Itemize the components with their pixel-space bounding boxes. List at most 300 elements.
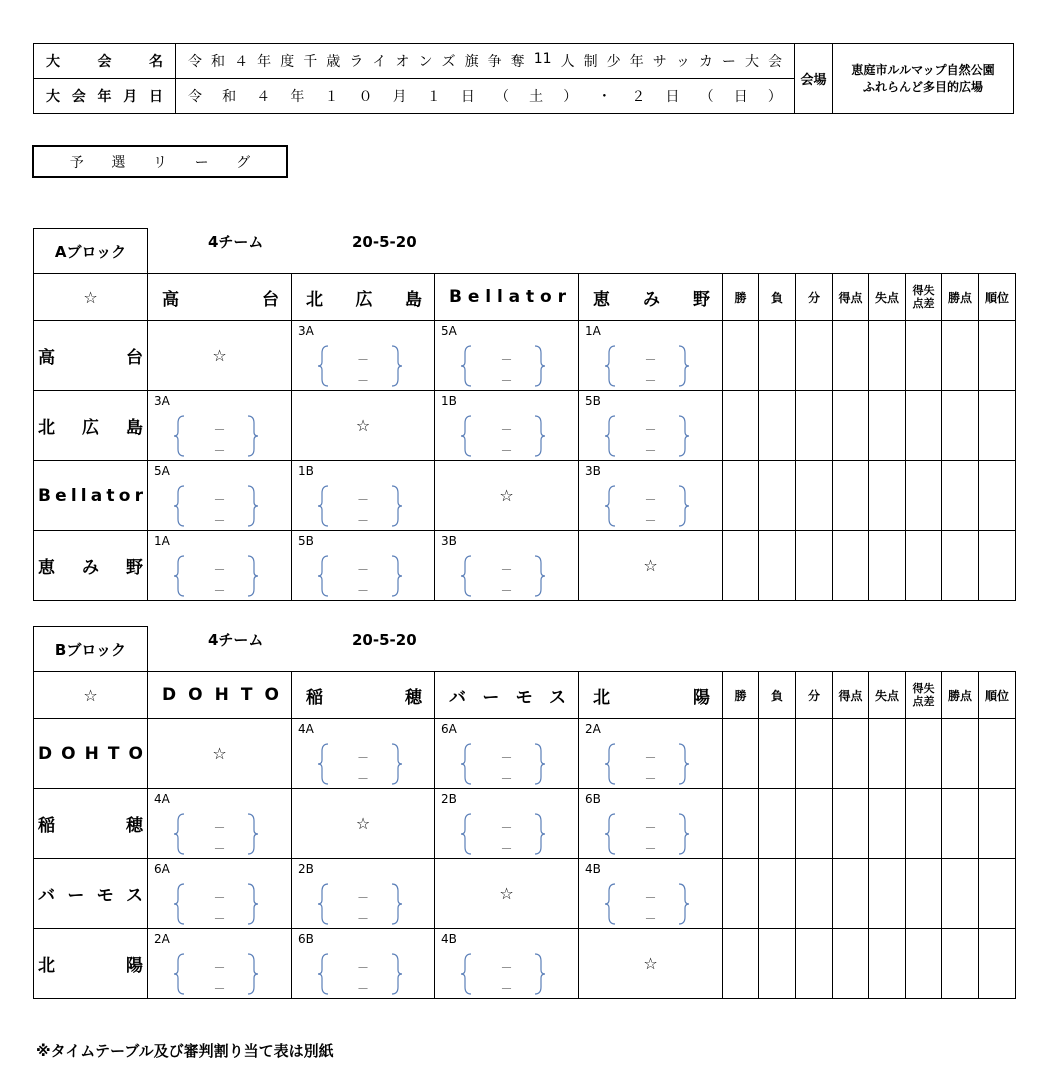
- name-value-char: 争: [487, 54, 502, 70]
- score-dash: －: [213, 444, 226, 458]
- team-name-char: O: [128, 743, 143, 764]
- date-label-char: 年: [97, 89, 112, 105]
- stat-cell: [759, 859, 796, 929]
- stat-cell: [979, 929, 1016, 999]
- row-team-header: [34, 321, 148, 391]
- score-dash: －: [213, 423, 226, 437]
- match-code: 2B: [441, 792, 457, 806]
- score-dash: －: [356, 961, 370, 975]
- match-code: 4B: [441, 932, 457, 946]
- team-name-char: 恵: [38, 558, 55, 578]
- match-code: 5A: [154, 464, 170, 478]
- row-team-header: [34, 859, 148, 929]
- team-name-char: r: [557, 287, 566, 307]
- stat-cell: [906, 789, 942, 859]
- table-row: [34, 859, 1016, 929]
- stat-cell: [979, 391, 1016, 461]
- prelim-char: リ: [152, 154, 167, 171]
- table-row: [34, 531, 1016, 601]
- match-code: 4A: [298, 722, 314, 736]
- name-value-char: ラ: [349, 54, 364, 70]
- stat-cell: [796, 321, 833, 391]
- team-name-char: B: [449, 287, 462, 307]
- corner-star: ☆: [34, 274, 148, 321]
- stat-header-part: 点差: [912, 297, 935, 310]
- match-cell: [148, 929, 292, 999]
- row-team-header: [34, 789, 148, 859]
- team-name-char: 高: [162, 289, 179, 310]
- table-row: [34, 461, 1016, 531]
- match-cell: [435, 321, 579, 391]
- match-code: 6A: [441, 722, 457, 736]
- stat-cell: [906, 461, 942, 531]
- score-dash: －: [213, 912, 226, 926]
- score-dash: －: [644, 353, 657, 367]
- block-info: [208, 231, 417, 252]
- team-name-char: r: [134, 485, 143, 506]
- score-dash: －: [644, 514, 657, 528]
- self-match-star: ☆: [148, 719, 292, 789]
- stat-header: 負: [759, 672, 796, 719]
- stat-cell: [942, 461, 979, 531]
- match-cell: [579, 859, 723, 929]
- column-team-header: [579, 672, 723, 719]
- score-dash: －: [356, 353, 370, 367]
- score-dash: －: [644, 423, 657, 437]
- team-name-char: O: [188, 685, 203, 705]
- stat-cell: [942, 929, 979, 999]
- score-dash: －: [213, 842, 226, 856]
- name-value-char: 和: [211, 54, 226, 70]
- stat-cell: [979, 321, 1016, 391]
- stat-cell: [869, 859, 906, 929]
- match-cell: [292, 859, 435, 929]
- block-match-format: 20-5-20: [352, 631, 417, 649]
- score-dash: －: [356, 891, 370, 905]
- team-name-char: 野: [126, 558, 143, 578]
- name-value-char: 年: [629, 54, 644, 70]
- stat-header: [906, 672, 942, 719]
- name-value-char: 大: [744, 54, 759, 70]
- prelim-char: 選: [111, 154, 126, 171]
- stat-cell: [796, 461, 833, 531]
- match-code: 5A: [441, 324, 457, 338]
- stat-cell: [833, 321, 869, 391]
- league-table: [33, 671, 1016, 999]
- date-value-char: （: [494, 89, 509, 105]
- team-name-char: 北: [593, 687, 610, 708]
- score-dash: －: [500, 353, 513, 367]
- match-cell: [292, 929, 435, 999]
- date-value-char: 日: [460, 89, 475, 105]
- block-name: Bブロック: [33, 626, 148, 672]
- name-value-char: 少: [606, 54, 621, 70]
- score-dash: －: [500, 842, 513, 856]
- stat-cell: [979, 859, 1016, 929]
- match-cell: [579, 461, 723, 531]
- match-code: 3A: [154, 394, 170, 408]
- match-code: 3B: [585, 464, 601, 478]
- date-label-char: 日: [149, 89, 163, 105]
- match-cell: [148, 859, 292, 929]
- team-name-char: み: [643, 289, 660, 310]
- match-cell: [148, 461, 292, 531]
- score-dash: －: [500, 563, 513, 577]
- match-cell: [292, 719, 435, 789]
- team-name-char: 稲: [306, 687, 323, 708]
- block-name: Aブロック: [33, 228, 148, 274]
- match-code: 3A: [298, 324, 314, 338]
- stat-cell: [979, 789, 1016, 859]
- score-dash: －: [356, 751, 370, 765]
- match-cell: [148, 531, 292, 601]
- stat-cell: [906, 531, 942, 601]
- date-value-char: ）: [767, 89, 782, 105]
- team-name-char: l: [80, 485, 87, 506]
- team-name-char: ス: [125, 886, 143, 906]
- match-cell: [435, 531, 579, 601]
- stat-header-part: 得失: [912, 682, 935, 695]
- team-name-char: 陽: [693, 687, 710, 708]
- name-value-char: ４: [234, 54, 249, 70]
- team-name-char: 北: [38, 418, 55, 438]
- stat-cell: [942, 391, 979, 461]
- row-team-header: [34, 531, 148, 601]
- stat-cell: [942, 321, 979, 391]
- stat-cell: [833, 719, 869, 789]
- match-cell: [579, 719, 723, 789]
- score-dash: －: [356, 982, 370, 996]
- match-cell: [292, 321, 435, 391]
- match-cell: [292, 461, 435, 531]
- score-dash: －: [644, 842, 657, 856]
- match-code: 5B: [585, 394, 601, 408]
- block-team-count: 4チーム: [208, 233, 264, 251]
- score-dash: －: [213, 891, 226, 905]
- stat-cell: [796, 929, 833, 999]
- name-value-char: カ: [698, 54, 713, 70]
- match-code: 6B: [298, 932, 314, 946]
- stat-header: 分: [796, 672, 833, 719]
- stat-cell: [869, 929, 906, 999]
- team-name-char: 広: [82, 418, 99, 438]
- score-dash: －: [356, 514, 370, 528]
- score-dash: －: [644, 444, 657, 458]
- self-match-star: ☆: [579, 929, 723, 999]
- stat-cell: [723, 859, 759, 929]
- score-dash: －: [213, 982, 226, 996]
- footnote: ※タイムテーブル及び審判割り当て表は別紙: [36, 1042, 334, 1060]
- stat-cell: [723, 719, 759, 789]
- name-value-char: 歳: [326, 54, 341, 70]
- stat-cell: [833, 929, 869, 999]
- stat-cell: [759, 321, 796, 391]
- column-team-header: [579, 274, 723, 321]
- block-match-format: 20-5-20: [352, 233, 417, 251]
- name-value-char: 千: [303, 54, 318, 70]
- team-name-char: 北: [38, 956, 55, 976]
- stat-header: [906, 274, 942, 321]
- team-name-char: 野: [693, 289, 710, 310]
- team-name-char: 穂: [126, 816, 143, 836]
- stat-cell: [979, 531, 1016, 601]
- team-name-char: ー: [67, 886, 85, 906]
- team-name-char: H: [84, 743, 99, 764]
- tournament-name-value: [176, 44, 795, 79]
- stat-header: 順位: [979, 672, 1016, 719]
- team-name-char: 穂: [405, 687, 422, 708]
- match-cell: [292, 531, 435, 601]
- team-name-char: e: [467, 287, 480, 307]
- match-cell: [579, 391, 723, 461]
- stat-header: 順位: [979, 274, 1016, 321]
- column-team-header: [435, 274, 579, 321]
- date-value-char: 年: [290, 89, 305, 105]
- score-dash: －: [500, 772, 513, 786]
- match-cell: [148, 789, 292, 859]
- score-dash: －: [500, 584, 513, 598]
- name-value-char: 制: [583, 54, 598, 70]
- score-dash: －: [356, 584, 370, 598]
- stat-cell: [942, 789, 979, 859]
- name-value-char: ー: [721, 54, 736, 70]
- stat-header: 失点: [869, 274, 906, 321]
- date-value-char: 月: [392, 89, 407, 105]
- score-dash: －: [356, 374, 370, 388]
- match-code: 1A: [585, 324, 601, 338]
- stat-header: 勝点: [942, 274, 979, 321]
- stat-cell: [759, 929, 796, 999]
- venue-label: 会場: [795, 44, 833, 114]
- self-match-star: ☆: [292, 789, 435, 859]
- tournament-info-table: [33, 43, 1014, 114]
- date-value-char: ２: [631, 89, 646, 105]
- match-code: 1A: [154, 534, 170, 548]
- stat-cell: [796, 789, 833, 859]
- score-dash: －: [500, 444, 513, 458]
- date-value-char: ・: [597, 89, 612, 105]
- stat-cell: [723, 789, 759, 859]
- stat-cell: [759, 391, 796, 461]
- name-value-char: 令: [188, 54, 202, 70]
- team-name-char: 稲: [38, 816, 55, 836]
- prelim-char: ー: [194, 154, 209, 171]
- team-name-char: 恵: [593, 289, 610, 310]
- table-row: [34, 321, 1016, 391]
- stat-cell: [796, 859, 833, 929]
- stat-cell: [869, 789, 906, 859]
- team-name-char: 陽: [126, 956, 143, 976]
- self-match-star: ☆: [148, 321, 292, 391]
- score-dash: －: [644, 374, 657, 388]
- team-name-char: a: [90, 485, 103, 506]
- score-dash: －: [500, 961, 513, 975]
- stat-cell: [796, 719, 833, 789]
- match-code: 2A: [585, 722, 601, 736]
- team-name-char: l: [70, 485, 77, 506]
- stat-cell: [723, 321, 759, 391]
- stat-cell: [906, 859, 942, 929]
- score-dash: －: [644, 912, 657, 926]
- name-value-char: 年: [257, 54, 272, 70]
- team-name-char: 高: [38, 348, 55, 368]
- score-dash: －: [644, 772, 657, 786]
- name-label-char: 名: [149, 54, 163, 70]
- self-match-star: ☆: [435, 859, 579, 929]
- stat-header: 失点: [869, 672, 906, 719]
- team-name-char: 島: [405, 289, 422, 310]
- column-team-header: [292, 672, 435, 719]
- block-team-count: 4チーム: [208, 631, 264, 649]
- team-name-char: l: [485, 287, 492, 307]
- column-team-header: [148, 274, 292, 321]
- date-value-char: ）: [563, 89, 578, 105]
- stat-cell: [833, 859, 869, 929]
- score-dash: －: [500, 374, 513, 388]
- stat-cell: [869, 719, 906, 789]
- score-dash: －: [213, 514, 226, 528]
- match-code: 6A: [154, 862, 170, 876]
- row-team-header: [34, 719, 148, 789]
- team-name-char: モ: [96, 886, 114, 906]
- name-value-char: ッ: [675, 54, 690, 70]
- stat-cell: [942, 859, 979, 929]
- stat-header-part: 得失: [912, 284, 935, 297]
- name-value-char: 会: [768, 54, 782, 70]
- score-dash: －: [356, 912, 370, 926]
- match-cell: [435, 789, 579, 859]
- name-label-char: 大: [46, 54, 60, 70]
- stat-cell: [906, 391, 942, 461]
- score-dash: －: [356, 772, 370, 786]
- team-name-char: T: [107, 743, 120, 764]
- team-name-char: D: [162, 685, 177, 705]
- tournament-date-label: [34, 79, 176, 114]
- stat-cell: [723, 461, 759, 531]
- self-match-star: ☆: [435, 461, 579, 531]
- tournament-date-value: [176, 79, 795, 114]
- stat-cell: [796, 391, 833, 461]
- match-code: 2A: [154, 932, 170, 946]
- row-team-header: [34, 391, 148, 461]
- score-dash: －: [213, 584, 226, 598]
- name-label-char: 会: [97, 54, 112, 70]
- stat-cell: [833, 461, 869, 531]
- name-value-char: 人: [560, 54, 575, 70]
- stat-cell: [906, 929, 942, 999]
- match-code: 1B: [441, 394, 457, 408]
- stat-cell: [723, 391, 759, 461]
- team-name-char: o: [540, 287, 552, 307]
- table-row: [34, 789, 1016, 859]
- stat-cell: [723, 929, 759, 999]
- stat-cell: [942, 531, 979, 601]
- match-cell: [148, 391, 292, 461]
- match-cell: [435, 719, 579, 789]
- date-value-char: ４: [256, 89, 271, 105]
- prelim-char: 予: [69, 154, 84, 171]
- match-code: 2B: [298, 862, 314, 876]
- stat-cell: [979, 719, 1016, 789]
- team-name-char: T: [240, 685, 253, 705]
- score-dash: －: [644, 493, 657, 507]
- stat-header: 勝: [723, 274, 759, 321]
- stat-header: 負: [759, 274, 796, 321]
- stat-cell: [906, 719, 942, 789]
- team-name-char: 台: [126, 348, 143, 368]
- score-dash: －: [644, 891, 657, 905]
- team-name-char: 台: [262, 289, 279, 310]
- stat-header: 勝: [723, 672, 759, 719]
- stat-cell: [833, 531, 869, 601]
- score-dash: －: [644, 751, 657, 765]
- stat-cell: [759, 789, 796, 859]
- team-name-char: モ: [515, 687, 533, 708]
- team-name-char: H: [214, 685, 229, 705]
- stat-cell: [942, 719, 979, 789]
- team-name-char: o: [118, 485, 131, 506]
- date-label-char: 会: [71, 89, 86, 105]
- stat-cell: [869, 321, 906, 391]
- team-name-char: バ: [38, 886, 55, 906]
- team-name-char: a: [508, 287, 521, 307]
- venue-value: 恵庭市ルルマップ自然公園 ふれらんど多目的広場: [833, 44, 1014, 114]
- stat-header: 勝点: [942, 672, 979, 719]
- name-value-char: 奪: [510, 54, 525, 70]
- score-dash: －: [213, 821, 226, 835]
- team-name-char: l: [496, 287, 503, 307]
- date-value-char: 和: [222, 89, 237, 105]
- team-name-char: 島: [126, 418, 143, 438]
- prelim-char: グ: [236, 154, 251, 171]
- score-dash: －: [500, 423, 513, 437]
- name-value-char: 11: [533, 51, 552, 67]
- row-team-header: [34, 461, 148, 531]
- score-dash: －: [500, 821, 513, 835]
- stat-cell: [869, 461, 906, 531]
- team-name-char: O: [264, 685, 279, 705]
- team-name-char: ー: [482, 687, 500, 708]
- score-dash: －: [500, 751, 513, 765]
- self-match-star: ☆: [579, 531, 723, 601]
- stat-cell: [796, 531, 833, 601]
- stat-cell: [869, 531, 906, 601]
- league-table: [33, 273, 1016, 601]
- team-name-char: e: [55, 485, 67, 506]
- team-name-char: O: [61, 743, 76, 764]
- stat-cell: [833, 789, 869, 859]
- name-value-char: ズ: [441, 54, 456, 70]
- date-value-char: （: [699, 89, 714, 105]
- match-cell: [435, 391, 579, 461]
- stat-cell: [759, 719, 796, 789]
- table-row: [34, 929, 1016, 999]
- stat-cell: [759, 461, 796, 531]
- stat-cell: [869, 391, 906, 461]
- score-dash: －: [644, 821, 657, 835]
- score-dash: －: [500, 982, 513, 996]
- name-value-char: 度: [280, 54, 295, 70]
- stat-cell: [723, 531, 759, 601]
- match-code: 1B: [298, 464, 314, 478]
- table-row: [34, 391, 1016, 461]
- self-match-star: ☆: [292, 391, 435, 461]
- stat-cell: [759, 531, 796, 601]
- match-cell: [579, 321, 723, 391]
- date-value-char: 令: [188, 89, 202, 105]
- corner-star: ☆: [34, 672, 148, 719]
- name-value-char: オ: [395, 54, 410, 70]
